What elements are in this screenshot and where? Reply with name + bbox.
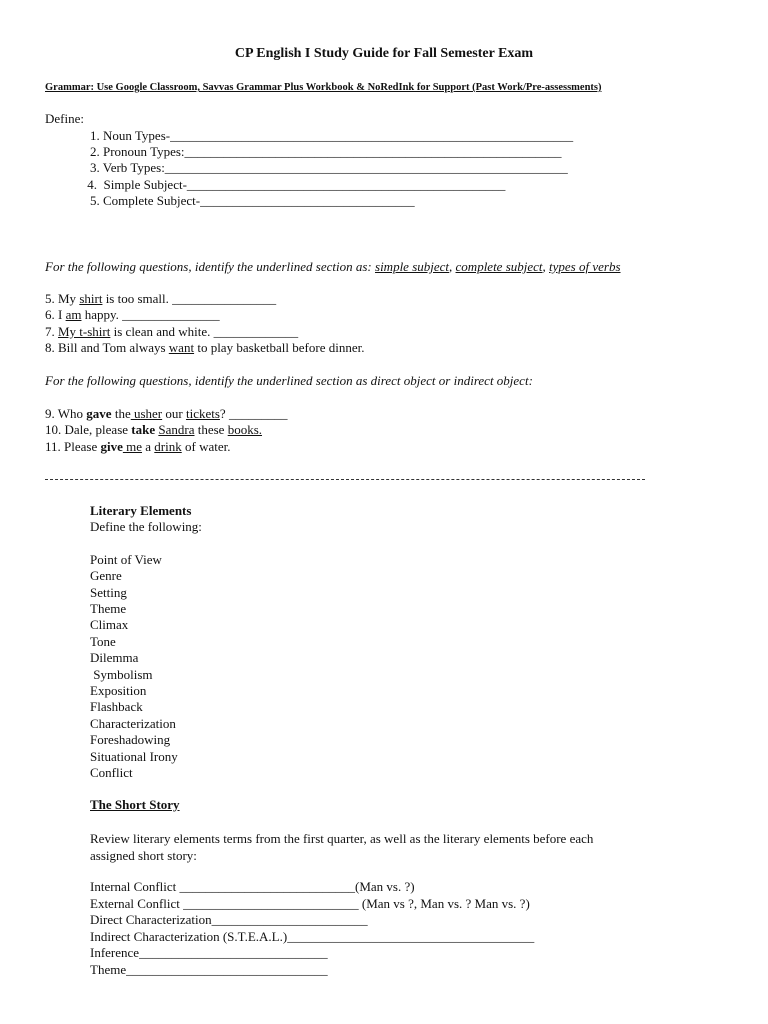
option-simple-subject: simple subject xyxy=(375,259,450,274)
literary-term: Setting xyxy=(90,585,127,600)
literary-term: Foreshadowing xyxy=(90,732,171,747)
option-complete-subject: complete subject xyxy=(455,259,543,274)
literary-term: Conflict xyxy=(90,765,133,780)
define-item: 2. Pronoun Types:__________________________________________________________ xyxy=(90,144,562,159)
literary-term: Characterization xyxy=(90,716,176,731)
question-7: 7. My t-shirt is clean and white. _____________ xyxy=(45,324,299,339)
question-8: 8. Bill and Tom always want to play basketball before dinner. xyxy=(45,340,365,355)
literary-term: Theme xyxy=(90,601,127,616)
define-item: 5. Complete Subject-_________________________________ xyxy=(90,193,415,208)
page-title: CP English I Study Guide for Fall Semester Exam xyxy=(234,46,534,61)
short-story-heading: The Short Story xyxy=(90,797,180,812)
literary-heading: Literary Elements xyxy=(90,503,192,518)
question-5: 5. My shirt is too small. ________________ xyxy=(45,291,277,306)
story-item: Theme_______________________________ xyxy=(90,962,328,977)
story-item: Internal Conflict ___________________________(Man vs. ?) xyxy=(90,879,415,894)
literary-term: Point of View xyxy=(90,552,162,567)
literary-term: Situational Irony xyxy=(90,749,178,764)
define-item: 4. Simple Subject-_________________________________________________ xyxy=(84,177,506,192)
literary-term: Climax xyxy=(90,617,129,632)
question-9: 9. Who gave the usher our tickets? _________ xyxy=(45,406,288,421)
literary-term: Flashback xyxy=(90,699,143,714)
review-instructions: assigned short story: xyxy=(90,848,197,863)
literary-term: Tone xyxy=(90,634,116,649)
literary-term: Exposition xyxy=(90,683,147,698)
story-item: Inference_____________________________ xyxy=(90,945,328,960)
review-instructions: Review literary elements terms from the first quarter, as well as the literary elements before each xyxy=(90,831,594,846)
literary-term: Dilemma xyxy=(90,650,139,665)
story-item: Indirect Characterization (S.T.E.A.L.)______________________________________ xyxy=(90,929,535,944)
story-item: External Conflict ___________________________ (Man vs ?, Man vs. ? Man vs. ?) xyxy=(90,896,530,911)
literary-instructions: Define the following: xyxy=(90,519,202,534)
define-label: Define: xyxy=(45,111,84,126)
literary-term: Symbolism xyxy=(90,667,153,682)
option-types-of-verbs: types of verbs xyxy=(549,259,621,274)
section-divider xyxy=(45,479,645,480)
define-item: 3. Verb Types:______________________________________________________________ xyxy=(90,160,568,175)
grammar-heading: Grammar: Use Google Classroom, Savvas Grammar Plus Workbook & NoRedInk for Support (Past Work/Pre-assessments) xyxy=(45,82,602,93)
define-item: 1. Noun Types-______________________________________________________________ xyxy=(90,128,574,143)
question-11: 11. Please give me a drink of water. xyxy=(45,439,231,454)
question-6: 6. I am happy. _______________ xyxy=(45,307,220,322)
story-item: Direct Characterization________________________ xyxy=(90,912,368,927)
subject-instructions: For the following questions, identify the underlined section as: simple subject, complete subject, types of verbs xyxy=(45,259,621,274)
literary-term: Genre xyxy=(90,568,122,583)
question-10: 10. Dale, please take Sandra these books. xyxy=(45,422,263,437)
object-instructions: For the following questions, identify the underlined section as direct object or indirect object: xyxy=(45,373,533,388)
